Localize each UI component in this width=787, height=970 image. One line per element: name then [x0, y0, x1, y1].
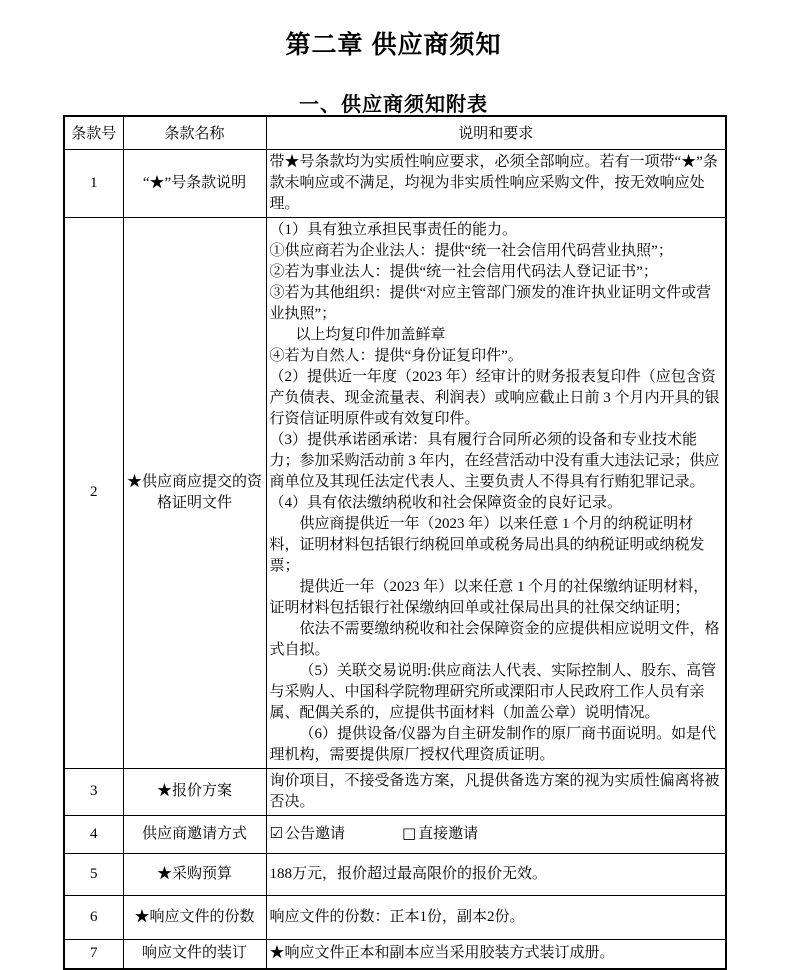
clause-paragraph: （6）提供设备/仪器为自主研发制作的原厂商书面说明。如是代理机构，需要提供原厂授权代理资质证明。: [269, 725, 717, 763]
clause-paragraph: （1）具有独立承担民事责任的能力。: [269, 221, 518, 238]
checkbox-unchecked-icon: □: [401, 824, 417, 842]
clause-paragraph: 依法不需要缴纳税收和社会保障资金的应提供相应说明文件，格式自拟。: [269, 620, 720, 658]
table-header-row: [64, 116, 726, 149]
clause-paragraph: ★响应文件正本和副本应当采用胶装方式装订成册。: [269, 945, 615, 962]
clause-paragraph: ②若为事业法人：提供“统一社会信用代码法人登记证书”；: [269, 263, 658, 280]
clause-paragraph: 以上均复印件加盖鲜章: [295, 326, 446, 343]
clause-paragraph: 188万元，报价超过最高限价的报价无效。: [269, 865, 548, 882]
clause-paragraph: ④若为自然人：提供“身份证复印件”。: [269, 347, 523, 364]
col-header-description: 说明和要求: [266, 116, 726, 149]
clause-paragraph: （3）提供承诺函承诺：具有履行合同所必须的设备和专业技术能力；参加采购活动前 3 年内，在经营活动中没有重大违法记录；供应商单位及其现任法定代表人、主要负责人不得具有行贿犯罪记录。: [269, 431, 720, 490]
invite-option-public: [270, 826, 345, 842]
clause-paragraph: 询价项目，不接受备选方案，凡提供备选方案的视为实质性偏离将被否决。: [269, 772, 720, 810]
clause-desc-cell: [266, 217, 726, 768]
clause-name-cell: 供应商邀请方式: [123, 815, 266, 853]
table-row-4: [64, 815, 726, 853]
clause-paragraph: 提供近一年（2023 年）以来任意 1 个月的社保缴纳证明材料，证明材料包括银行社保缴纳回单或社保局出具的社保交纳证明；: [269, 578, 709, 616]
clause-paragraph: 响应文件的份数：正本1份，副本2份。: [269, 908, 525, 925]
table-row-6: [64, 895, 726, 939]
clause-name-cell: ★报价方案: [123, 768, 266, 815]
clause-paragraph: （2）提供近一年度（2023 年）经审计的财务报表复印件（应包含资产负债表、现金流量表、利润表）或响应截止日前 3 个月内开具的银行资信证明原件或有效复印件。: [269, 368, 720, 427]
col-header-clause-name: 条款名称: [123, 116, 266, 149]
table-row-2: [64, 217, 726, 768]
clause-paragraph: 供应商提供近一年（2023 年）以来任意 1 个月的纳税证明材料，证明材料包括银行纳税回单或税务局出具的纳税证明或纳税发票；: [269, 515, 705, 574]
clause-paragraph: ①供应商若为企业法人：提供“统一社会信用代码营业执照”；: [269, 242, 673, 259]
clause-desc-cell: [266, 939, 726, 969]
section-subtitle: 一、供应商须知附表: [299, 94, 488, 116]
clause-name-cell: ★响应文件的份数: [123, 895, 266, 939]
clause-no-cell: 6: [64, 895, 123, 939]
clause-no-cell: 7: [64, 939, 123, 969]
clause-desc-cell: [266, 149, 726, 217]
checkbox-option-label: 直接邀请: [418, 826, 479, 842]
col-header-clause-no: 条款号: [64, 116, 123, 149]
table-row-1: [64, 149, 726, 217]
clause-no-cell: 4: [64, 815, 123, 853]
clause-desc-cell: [266, 815, 726, 853]
table-row-5: [64, 853, 726, 895]
chapter-title: 第二章 供应商须知: [285, 31, 502, 59]
clause-name-cell: “★”号条款说明: [123, 149, 266, 217]
clause-no-cell: 3: [64, 768, 123, 815]
clause-paragraph: （4）具有依法缴纳税收和社会保障资金的良好记录。: [269, 494, 623, 511]
clause-desc-cell: [266, 768, 726, 815]
clause-paragraph: 带★号条款均为实质性响应要求，必须全部响应。若有一项带“★”条款未响应或不满足，均视为非实质性响应采购文件，按无效响应处理。: [269, 153, 718, 212]
supplier-notice-table: [63, 115, 727, 970]
clause-no-cell: 1: [64, 149, 123, 217]
checkbox-option-label: 公告邀请: [284, 826, 345, 842]
clause-name-cell: ★供应商应提交的资格证明文件: [123, 217, 266, 768]
clause-name-cell: 响应文件的装订: [123, 939, 266, 969]
clause-paragraph: ③若为其他组织：提供“对应主管部门颁发的准许执业证明文件或营业执照”；: [269, 284, 712, 322]
invite-option-direct: [402, 826, 478, 842]
clause-no-cell: 5: [64, 853, 123, 895]
clause-no-cell: 2: [64, 217, 123, 768]
clause-desc-cell: [266, 853, 726, 895]
clause-desc-cell: [266, 895, 726, 939]
table-row-3: [64, 768, 726, 815]
clause-paragraph: （5）关联交易说明:供应商法人代表、实际控制人、股东、高管与采购人、中国科学院物理研究所或溧阳市人民政府工作人员有亲属、配偶关系的，应提供书面材料（加盖公章）说明情况。: [269, 662, 717, 721]
clause-name-cell: ★采购预算: [123, 853, 266, 895]
table-row-7: [64, 939, 726, 969]
checkbox-checked-icon: ☑: [269, 824, 283, 842]
